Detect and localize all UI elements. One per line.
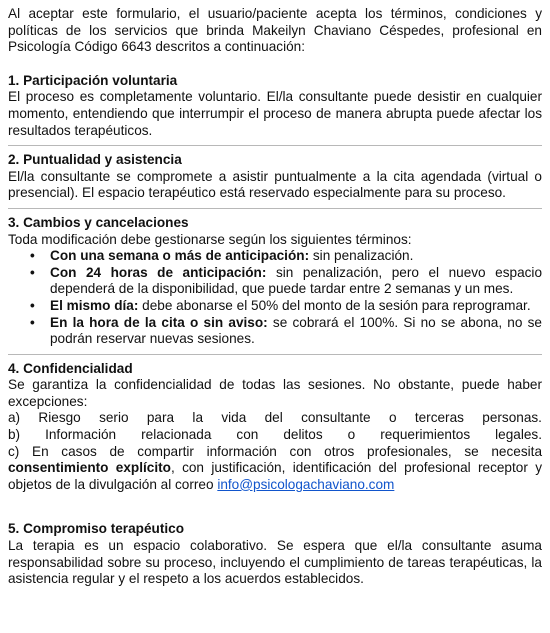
bullet-icon: •	[30, 248, 35, 264]
list-item	[30, 315, 542, 348]
exception-word: consultante	[301, 410, 371, 426]
term-text: debe abonarse el 50% del monto de la sesión para reprogramar.	[138, 297, 531, 313]
term-text: se cobrará el 100%. Si no se abona, no se podrán reservar nuevas sesiones.	[50, 314, 542, 347]
exception-word: requerimientos	[380, 427, 471, 443]
section-voluntary-participation	[8, 73, 542, 139]
exception-word: personas.	[482, 410, 542, 426]
exception-word: o	[388, 410, 397, 426]
bullet-icon: •	[30, 264, 35, 280]
exception-c-text-2: , con justificación, identificación del profesional receptor y objetos de la divulgación al correo	[8, 460, 543, 492]
term-label: El mismo día:	[50, 297, 139, 313]
exception-c	[8, 444, 542, 494]
exception-word: con	[236, 427, 259, 443]
section-title: 3. Cambios y cancelaciones	[8, 214, 189, 230]
exception-word: Riesgo	[38, 410, 81, 426]
term-text: sin penalización.	[309, 248, 414, 264]
exception-b	[8, 427, 542, 444]
section-title: 1. Participación voluntaria	[8, 72, 178, 88]
section-changes-cancellations	[8, 215, 542, 348]
term-label: Con 24 horas de anticipación:	[50, 264, 267, 280]
email-link[interactable]: info@psicologachaviano.com	[217, 476, 395, 492]
list-item	[30, 248, 542, 265]
section-confidentiality	[8, 361, 542, 494]
section-body: Se garantiza la confidencialidad de todas las sesiones. No obstante, puede haber excepciones:	[8, 377, 542, 409]
exception-c-bold: consentimiento explícito	[8, 460, 171, 476]
exception-word: o	[347, 427, 356, 443]
list-item	[30, 298, 542, 315]
bullet-icon: •	[30, 297, 35, 313]
intro-paragraph: Al aceptar este formulario, el usuario/paciente acepta los términos, condiciones y políticas de los servicios que brinda Makeilyn Chaviano Céspedes, profesional en Psicología Código 6643 descritos a continuación:	[8, 6, 542, 55]
list-item	[30, 265, 542, 298]
exception-word: relacionada	[141, 427, 212, 443]
section-punctuality	[8, 152, 542, 202]
section-body: La terapia es un espacio colaborativo. Se espera que el/la consultante asuma responsabilidad sobre su proceso, incluyendo el cumplimiento de tareas terapéuticas, la asistencia regular y el respeto a los acuerdos establecidos.	[8, 538, 542, 587]
section-body: Toda modificación debe gestionarse según los siguientes términos:	[8, 231, 412, 247]
cancellation-terms-list	[8, 248, 542, 348]
section-title: 2. Puntualidad y asistencia	[8, 152, 182, 168]
section-body: El proceso es completamente voluntario. El/la consultante puede desistir en cualquier momento, entendiendo que interrumpir el proceso de manera abrupta puede afectar los resultados terapéuticos.	[8, 89, 542, 138]
term-label: En la hora de la cita o sin aviso:	[50, 314, 268, 330]
exception-word: Información	[45, 427, 117, 443]
term-label: Con una semana o más de anticipación:	[50, 248, 310, 264]
exception-c-text: c) En casos de compartir información con otros profesionales, se necesita	[8, 443, 542, 459]
section-body: El/la consultante se compromete a asistir puntualmente a la cita agendada (virtual o presencial). El espacio terapéutico está reservado especialmente para su proceso.	[8, 168, 542, 201]
exception-word: serio	[99, 410, 129, 426]
exception-word: para	[146, 410, 175, 426]
exception-a	[8, 410, 542, 427]
bullet-icon: •	[30, 314, 35, 330]
exception-label: a)	[8, 410, 21, 426]
exception-word: vida	[221, 410, 247, 426]
section-title: 5. Compromiso terapéutico	[8, 521, 184, 537]
section-title: 4. Confidencialidad	[8, 360, 133, 376]
divider	[8, 354, 542, 355]
term-text: sin penalización, pero el nuevo espacio dependerá de la disponibilidad, que puede tardar entre 2 semanas y un mes.	[50, 264, 543, 297]
exception-word: legales.	[495, 427, 542, 443]
exception-label: b)	[8, 427, 21, 443]
divider	[8, 145, 542, 146]
divider	[8, 208, 542, 209]
section-therapeutic-commitment	[8, 521, 542, 587]
exception-word: la	[192, 410, 204, 426]
exception-word: del	[264, 410, 283, 426]
exception-word: terceras	[414, 410, 464, 426]
exception-word: delitos	[283, 427, 323, 443]
